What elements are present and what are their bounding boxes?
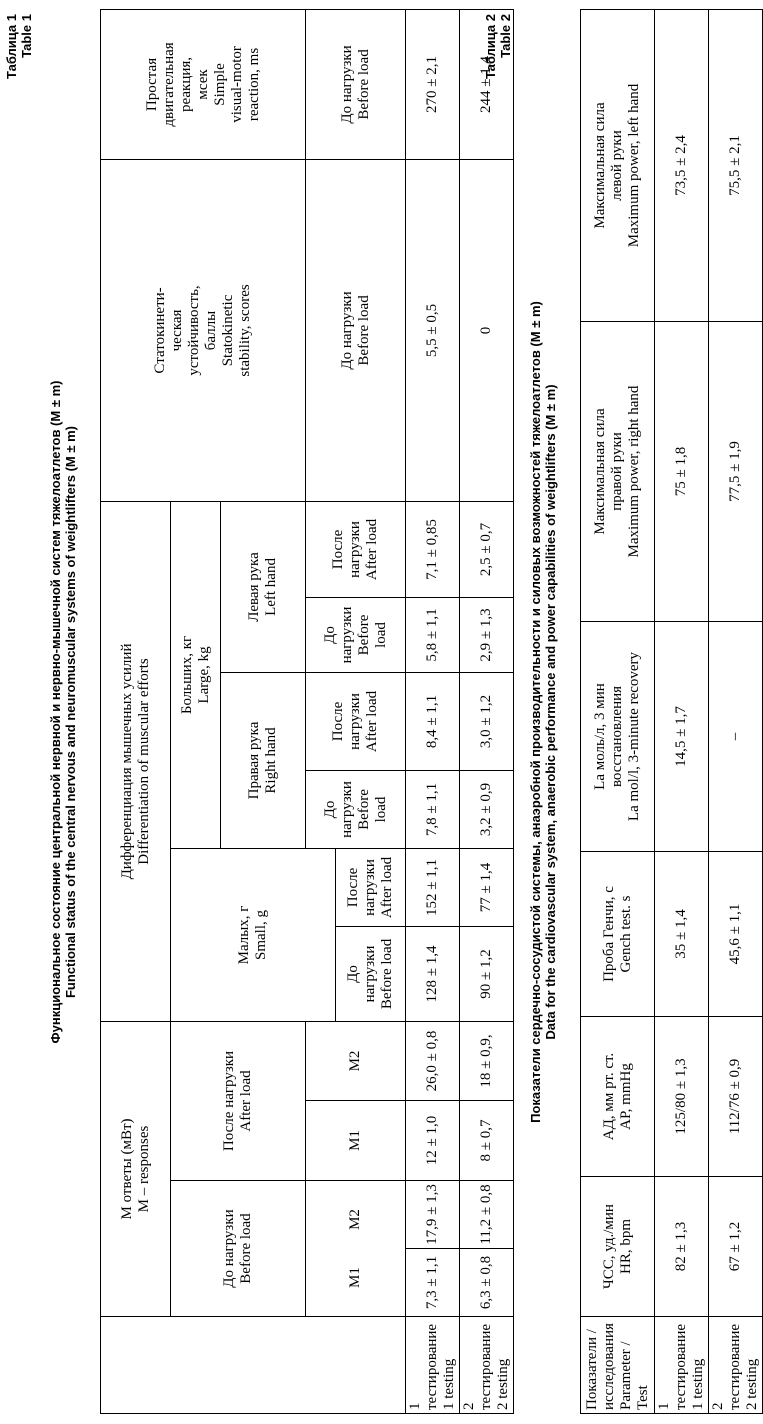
table1-h-svmr-before (306, 9, 406, 159)
h-lb-2: Before (355, 614, 372, 656)
t2-r1-c1: 125/80 ± 1,3 (655, 1017, 709, 1177)
h-right-ru: Правая рука (246, 721, 262, 800)
h-m1-a: M1 (347, 1267, 363, 1288)
table1 (100, 9, 514, 1414)
t1-r1-c8: 5,8 ± 1,1 (406, 597, 460, 672)
h-rb-3: load (372, 796, 389, 823)
h-rb-1: нагрузки (338, 781, 355, 838)
t2-r2-c3: – (709, 622, 763, 852)
h-small-ru: Малых, г (236, 905, 252, 965)
t2-h5-0: Максимальная сила (592, 408, 608, 535)
t1-r1-c6: 7,8 ± 1,1 (406, 770, 460, 848)
t2-r1-c2: 35 ± 1,4 (655, 852, 709, 1017)
h-svmr-3: мсек (194, 69, 211, 100)
t1-r2-c11: 244 ± 1,4 (460, 9, 514, 159)
h-smb-0: До (345, 965, 361, 983)
t1-r1-c3: 26,0 ± 0,8 (406, 1021, 460, 1100)
h-ra-1: нагрузки (347, 693, 363, 750)
table1-h-left-before (306, 597, 406, 672)
table1-h-diff (101, 501, 171, 1021)
table2-h-param (581, 1317, 655, 1414)
t1-r1-c0: 7,3 ± 1,1 (406, 1249, 460, 1317)
r2-name-en: 2 testing (495, 1358, 511, 1410)
r1-name-ru: 1 тестирование (407, 1323, 440, 1410)
h-svmr-2: реакция, (177, 56, 194, 112)
h-svmr-1: двигательная (160, 42, 177, 127)
table2-h-la (581, 622, 655, 852)
t2-h4-1: восстановления (609, 685, 625, 788)
table2-title-ru: Показатели сердечно-сосудистой системы, анаэробной производительности и силовых возможностей тяжелоатлетов (M ± m) (528, 301, 543, 1123)
h-ma-en: After load (238, 1070, 254, 1132)
t1-r1-c2: 12 ± 1,0 (406, 1101, 460, 1181)
h-stat-5: stability, scores (237, 284, 253, 377)
t2-h4-2: La mol/l, 3-minute recovery (626, 651, 642, 822)
table1-h-small-after (336, 848, 406, 926)
table2-label (483, 14, 513, 144)
h-stat-1: ческая (169, 309, 185, 352)
table1-h-left-after (306, 501, 406, 597)
h-ra-0: После (330, 701, 346, 742)
r1-name-en: 1 testing (441, 1358, 457, 1410)
h-right-en: Right hand (263, 727, 279, 794)
h-sma-0: После (345, 867, 361, 908)
t2-h1-0: ЧСС, уд./мин (600, 1204, 617, 1289)
t1-r1-c9: 7,1 ± 0,85 (406, 501, 460, 597)
h-left-en: Left hand (263, 558, 279, 616)
t2-r1-c4: 75 ± 1,8 (655, 322, 709, 622)
table2-title-en: Data for the cardiovascular system, anaerobic performance and power capabilities of weightlifters (M ± m) (543, 384, 558, 1040)
t2-h0-1: исследования (600, 1323, 617, 1410)
table1-h-m-responses (101, 1021, 171, 1316)
t2-h6-2: Maximum power, left hand (626, 83, 642, 248)
t1-r1-c11: 270 ± 2,1 (406, 9, 460, 159)
table1-h-right (221, 672, 306, 848)
t1-r1-c1: 17,9 ± 1,3 (406, 1181, 460, 1249)
table1-h-mresp-after (171, 1021, 306, 1180)
h-left-ru: Левая рука (246, 552, 262, 622)
h-mb-en: Before load (238, 1213, 254, 1284)
table1-h-large (171, 501, 221, 848)
h-sma-2: After load (379, 856, 395, 919)
h-svmr-4: Simple (211, 63, 228, 106)
h-m-en: M – responses (135, 1125, 152, 1213)
table1-h-m1-after: M1 (306, 1101, 406, 1181)
table2-h-max-left (581, 10, 655, 322)
t1-r2-c7: 3,0 ± 1,2 (460, 672, 514, 770)
h-lb-0: До (321, 626, 338, 644)
t2-r2-c4: 77,5 ± 1,9 (709, 322, 763, 622)
h-smb-2: Before load (379, 938, 395, 1010)
table1-h-m1m2-before (306, 1181, 406, 1317)
table1-h-svmr (101, 9, 306, 159)
table2-h-ap (581, 1017, 655, 1177)
h-svmr-5: visual-motor (228, 46, 245, 123)
h-svmr-0: Простая (143, 57, 160, 112)
table2-label-en: Table 2 (498, 14, 513, 58)
t2-r2-c2: 45,6 ± 1,1 (709, 852, 763, 1017)
table1-h-right-before (306, 770, 406, 848)
t2-h0-2: Parameter / Test (617, 1341, 651, 1410)
t1-r2-c6: 3,2 ± 0,9 (460, 770, 514, 848)
h-vb-ru: До нагрузки (338, 45, 355, 124)
table2-label-ru: Таблица 2 (483, 14, 498, 80)
table2-row-1-label (655, 1317, 709, 1414)
h-sb-ru: До нагрузки (338, 291, 355, 370)
t2-r2-en: 2 testing (744, 1358, 760, 1410)
t2-r2-c0: 67 ± 1,2 (709, 1177, 763, 1317)
table1-title-ru: Функциональное состояние центральной нервной и нервно-мышечной систем тяжелоатлетов (M ± m) (48, 380, 63, 1044)
t1-r1-c5: 152 ± 1,1 (406, 848, 460, 926)
table1-h-stat (101, 159, 306, 501)
t1-r2-c3: 18 ± 0,9, (460, 1021, 514, 1100)
t2-h5-2: Maximum power, right hand (626, 385, 642, 558)
h-stat-4: Statokinetic (220, 294, 236, 367)
h-la-1: нагрузки (347, 521, 363, 578)
h-large-ru: Больших, кг (178, 635, 195, 715)
h-lb-1: нагрузки (338, 606, 355, 664)
t1-r1-c4: 128 ± 1,4 (406, 926, 460, 1021)
h-stat-2: устойчивость, (186, 285, 202, 376)
table1-label-ru: Таблица 1 (4, 14, 19, 80)
table2-h-gench (581, 852, 655, 1017)
t1-r2-c10: 0 (460, 159, 514, 501)
t2-r1-ru: 1 тестирование (656, 1323, 689, 1410)
t2-h4-0: La моль/л, 3 мин (592, 683, 608, 790)
h-sb-en: Before load (355, 295, 372, 366)
h-lb-3: load (372, 622, 389, 648)
t1-r1-c7: 8,4 ± 1,1 (406, 672, 460, 770)
t1-r2-c2: 8 ± 0,7 (460, 1101, 514, 1181)
t1-r2-c0: 6,3 ± 0,8 (460, 1249, 514, 1317)
h-mb-ru: До нагрузки (221, 1209, 237, 1288)
h-stat-0: Статокинети- (152, 287, 168, 374)
h-ra-2: After load (364, 690, 380, 753)
table1-h-stat-before (306, 159, 406, 501)
t2-h3-0: Проба Генчи, с (600, 886, 617, 982)
t1-r2-c9: 2,5 ± 0,7 (460, 501, 514, 597)
h-diff-ru: Дифференциация мышечных усилий (118, 643, 135, 880)
t2-h6-0: Максимальная сила (592, 102, 608, 229)
t2-r1-c3: 14,5 ± 1,7 (655, 622, 709, 852)
t2-h6-1: левой руки (609, 130, 625, 201)
r2-name-ru: 2 тестирование (461, 1323, 494, 1410)
table1-row-2-label (460, 1317, 514, 1414)
h-ma-ru: После нагрузки (221, 1050, 237, 1152)
h-smb-1: нагрузки (362, 945, 378, 1003)
table1-h-small (171, 848, 336, 1021)
table1-h-mresp-before (171, 1181, 306, 1317)
table1-h-right-after (306, 672, 406, 770)
t1-r2-c4: 90 ± 1,2 (460, 926, 514, 1021)
h-m-ru: M ответы (мВт) (118, 1118, 135, 1220)
t2-h5-1: правой руки (609, 432, 625, 511)
h-la-2: After load (364, 518, 380, 581)
table1-label (4, 14, 34, 144)
table1-label-en: Table 1 (19, 14, 34, 58)
t2-h0-0: Показатели / (583, 1329, 600, 1410)
t1-r2-c1: 11,2 ± 0,8 (460, 1181, 514, 1249)
h-rb-0: До (321, 800, 338, 819)
h-rb-2: Before (355, 789, 372, 830)
table1-h-m2-after: M2 (306, 1021, 406, 1100)
t2-h1-1: HR, bpm (617, 1219, 634, 1275)
t1-r2-c8: 2,9 ± 1,3 (460, 597, 514, 672)
h-diff-en: Differentiation of muscular efforts (135, 658, 152, 865)
t1-r1-c10: 5,5 ± 0,5 (406, 159, 460, 501)
t2-r1-c0: 82 ± 1,3 (655, 1177, 709, 1317)
t2-r1-en: 1 testing (690, 1358, 706, 1410)
h-svmr-6: reaction, ms (245, 47, 262, 122)
table1-h-small-before (336, 926, 406, 1021)
t2-r2-c1: 112/76 ± 0,9 (709, 1017, 763, 1177)
t2-r2-ru: 2 тестирование (710, 1323, 743, 1410)
t2-r2-c5: 75,5 ± 2,1 (709, 10, 763, 322)
table2-h-max-right (581, 322, 655, 622)
h-large-en: Large, kg (195, 646, 212, 704)
table1-h-left (221, 501, 306, 672)
t1-r2-c5: 77 ± 1,4 (460, 848, 514, 926)
h-stat-3: баллы (203, 310, 219, 351)
h-small-en: Small, g (253, 909, 269, 960)
t2-h2-0: АД, мм рт. ст. (600, 1052, 617, 1141)
table1-title-en: Functional status of the central nervous and neuromuscular systems of weightlifters (M ± m) (63, 426, 78, 999)
h-sma-1: нагрузки (362, 859, 378, 916)
t2-r1-c5: 73,5 ± 2,4 (655, 10, 709, 322)
table2-title (528, 0, 558, 1424)
table2-row-2-label (709, 1317, 763, 1414)
h-m2-a: M2 (347, 1209, 363, 1230)
table2 (580, 9, 763, 1414)
h-la-0: После (330, 529, 346, 570)
table1-corner (101, 1317, 406, 1414)
h-vb-en: Before load (355, 49, 372, 120)
table1-title (48, 0, 78, 1424)
t2-h2-1: AP, mmHg (617, 1063, 634, 1130)
table1-row-1-label (406, 1317, 460, 1414)
table2-h-hr (581, 1177, 655, 1317)
t2-h3-1: Gench test. s (617, 895, 634, 973)
